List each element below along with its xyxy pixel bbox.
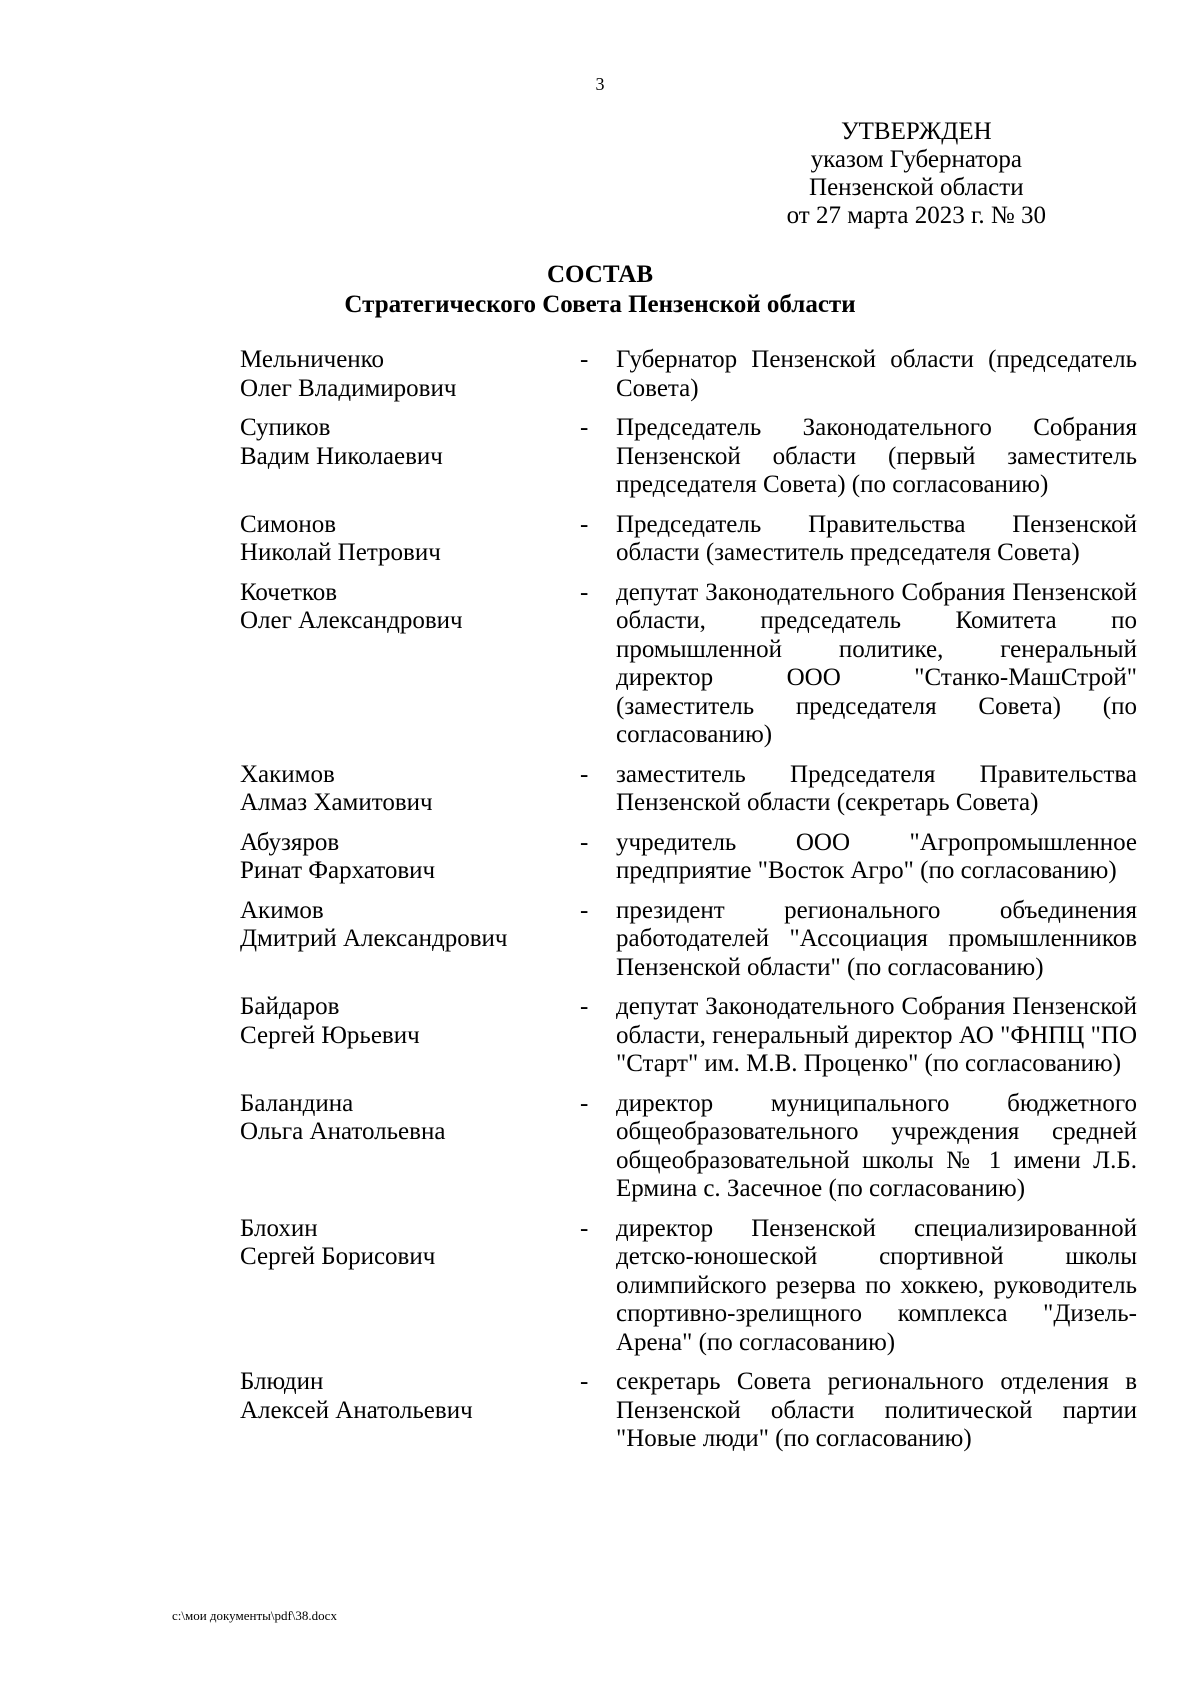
approval-heading: УТВЕРЖДЕН bbox=[840, 118, 992, 145]
member-name bbox=[240, 829, 580, 886]
member-row bbox=[240, 511, 1137, 568]
approval-stamp bbox=[787, 118, 1046, 230]
member-surname: Симонов bbox=[240, 510, 337, 538]
document-title bbox=[0, 260, 1200, 320]
member-surname: Кочетков bbox=[240, 578, 338, 606]
member-given-name: Алмаз Хамитович bbox=[240, 789, 433, 816]
member-dash: - bbox=[580, 510, 589, 538]
member-row bbox=[240, 761, 1137, 818]
member-role: Председатель Правительства Пензенской области (заместитель председателя Совета) bbox=[616, 510, 1137, 566]
member-name bbox=[240, 761, 580, 818]
title-heading: СОСТАВ bbox=[546, 261, 654, 288]
member-dash: - bbox=[580, 760, 589, 788]
member-row bbox=[240, 829, 1137, 886]
member-given-name: Вадим Николаевич bbox=[240, 442, 443, 470]
member-name bbox=[240, 1090, 580, 1204]
member-row bbox=[240, 579, 1137, 750]
member-name bbox=[240, 579, 580, 750]
title-subheading: Стратегического Совета Пензенской области bbox=[344, 291, 856, 318]
member-role: учредитель ООО "Агропромышленное предприятие "Восток Агро" (по согласованию) bbox=[616, 828, 1137, 884]
member-role: директор Пензенской специализированной детско-юношеской спортивной школы олимпийского резерва по хоккею, руководитель спортивно-зрелищного комплекса "Дизель-Арена" (по согласованию) bbox=[616, 1214, 1137, 1356]
approval-region: Пензенской области bbox=[809, 174, 1024, 201]
member-dash: - bbox=[580, 346, 589, 373]
member-given-name: Олег Александрович bbox=[240, 607, 463, 634]
member-row bbox=[240, 1368, 1137, 1454]
member-surname: Блюдин bbox=[240, 1368, 324, 1395]
member-surname: Хакимов bbox=[240, 760, 335, 788]
member-dash: - bbox=[580, 1089, 589, 1117]
member-role: Председатель Законодательного Собрания Пензенской области (первый заместитель председателя Совета) (по согласованию) bbox=[616, 414, 1137, 498]
member-dash: - bbox=[580, 896, 589, 924]
member-row bbox=[240, 897, 1137, 983]
member-name bbox=[240, 993, 580, 1079]
approval-decree: указом Губернатора bbox=[810, 146, 1022, 173]
member-given-name: Ольга Анатольевна bbox=[240, 1118, 446, 1145]
member-dash: - bbox=[580, 578, 589, 606]
member-surname: Мельниченко bbox=[240, 346, 385, 373]
member-given-name: Сергей Борисович bbox=[240, 1243, 436, 1270]
member-role: депутат Законодательного Собрания Пензенской области, генеральный директор АО "ФНПЦ "ПО "Старт" им. М.В. Проценко" (по согласованию) bbox=[616, 993, 1137, 1077]
member-name bbox=[240, 1368, 580, 1454]
member-role: заместитель Председателя Правительства Пензенской области (секретарь Совета) bbox=[616, 760, 1137, 816]
member-given-name: Сергей Юрьевич bbox=[240, 1021, 420, 1049]
member-row bbox=[240, 1215, 1137, 1358]
member-dash: - bbox=[580, 414, 589, 441]
member-name bbox=[240, 346, 580, 403]
member-role: президент регионального объединения работодателей "Ассоциация промышленников Пензенской области" (по согласованию) bbox=[616, 896, 1137, 981]
member-surname: Акимов bbox=[240, 896, 324, 924]
member-role: директор муниципального бюджетного общеобразовательного учреждения средней общеобразовательной школы № 1 имени Л.Б. Ермина с. Засечное (по согласованию) bbox=[616, 1089, 1137, 1202]
member-surname: Байдаров bbox=[240, 993, 340, 1020]
members-list bbox=[240, 346, 1137, 1465]
member-dash: - bbox=[580, 1368, 589, 1395]
member-given-name: Олег Владимирович bbox=[240, 374, 457, 402]
member-row bbox=[240, 1090, 1137, 1204]
file-path-footer: c:\мои документы\pdf\38.docx bbox=[172, 1608, 337, 1623]
member-row bbox=[240, 346, 1137, 403]
member-role: секретарь Совета регионального отделения в Пензенской области политической партии "Новые люди" (по согласованию) bbox=[616, 1368, 1137, 1452]
member-surname: Абузяров bbox=[240, 828, 340, 856]
member-surname: Баландина bbox=[240, 1089, 354, 1117]
member-surname: Блохин bbox=[240, 1214, 318, 1242]
member-name bbox=[240, 1215, 580, 1358]
member-row bbox=[240, 414, 1137, 500]
member-dash: - bbox=[580, 1214, 589, 1242]
member-dash: - bbox=[580, 828, 589, 856]
member-given-name: Николай Петрович bbox=[240, 539, 441, 566]
approval-date: от 27 марта 2023 г. № 30 bbox=[786, 202, 1046, 229]
member-name bbox=[240, 897, 580, 983]
page-number: 3 bbox=[595, 74, 605, 94]
member-row bbox=[240, 993, 1137, 1079]
member-role: Губернатор Пензенской области (председатель Совета) bbox=[616, 346, 1137, 402]
member-role: депутат Законодательного Собрания Пензенской области, председатель Комитета по промышленной политике, генеральный директор ООО "Станко-МашСтрой" (заместитель председателя Совета) (по согласованию) bbox=[616, 578, 1137, 748]
member-surname: Супиков bbox=[240, 414, 331, 441]
member-name bbox=[240, 414, 580, 500]
member-given-name: Ринат Фархатович bbox=[240, 857, 436, 884]
member-dash: - bbox=[580, 993, 589, 1020]
member-given-name: Дмитрий Александрович bbox=[240, 925, 508, 952]
member-given-name: Алексей Анатольевич bbox=[240, 1396, 473, 1424]
member-name bbox=[240, 511, 580, 568]
